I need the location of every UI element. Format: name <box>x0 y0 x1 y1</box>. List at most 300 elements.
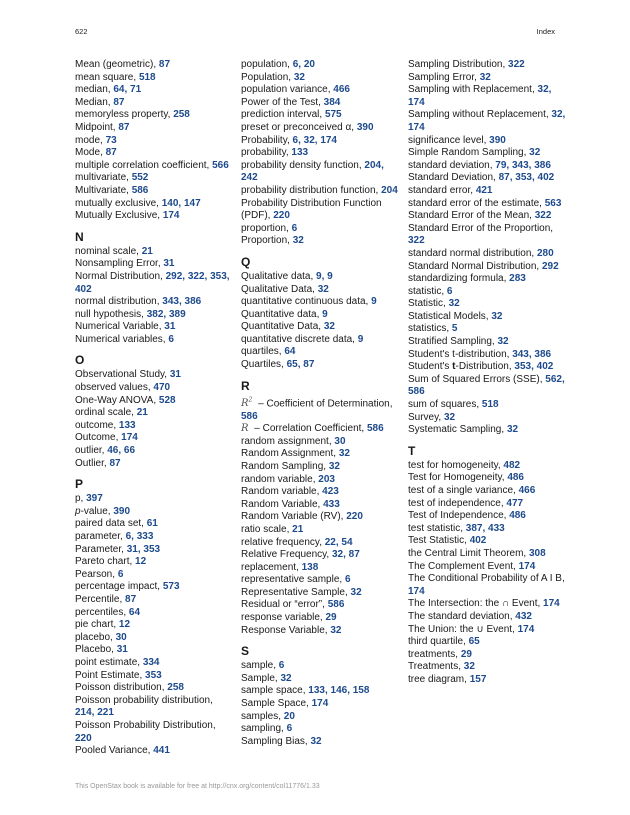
index-entry <box>241 235 401 248</box>
math-variable: R <box>241 397 249 409</box>
entry-page-links[interactable]: 12 <box>118 619 131 631</box>
entry-page-links[interactable]: 334 <box>142 656 160 668</box>
index-entry <box>75 632 235 645</box>
index-entry <box>75 493 235 506</box>
index-entry <box>408 298 568 311</box>
index-entry <box>408 661 568 674</box>
entry-page-links[interactable]: 87 <box>118 121 130 133</box>
entry-page-links[interactable]: 441 <box>153 745 170 757</box>
entry-term-italic: p <box>75 505 81 517</box>
index-entry <box>75 607 235 620</box>
index-entry <box>75 556 235 569</box>
entry-page-links[interactable]: 21 <box>136 407 148 419</box>
entry-term: Pooled Variance, <box>75 745 154 757</box>
index-entry <box>408 636 568 649</box>
entry-page-links[interactable]: 575 <box>324 109 342 121</box>
index-entry <box>408 210 568 223</box>
entry-page-links[interactable]: 30 <box>115 631 127 643</box>
entry-page-links[interactable]: 157 <box>469 673 487 685</box>
entry-page-links[interactable]: 322 <box>408 235 425 247</box>
entry-page-links[interactable]: 6, 20 <box>292 59 315 70</box>
entry-term: statistic, <box>408 285 447 297</box>
index-entry <box>75 309 235 322</box>
index-entry <box>408 185 568 198</box>
entry-page-links[interactable]: 87, 353, 402 <box>498 172 555 184</box>
entry-page-links[interactable]: 20 <box>283 710 295 722</box>
index-entry <box>75 122 235 135</box>
entry-page-links[interactable]: 87 <box>105 147 117 159</box>
entry-page-links[interactable]: 586 <box>327 599 345 611</box>
index-entry <box>241 359 401 372</box>
entry-page-links[interactable]: 6 <box>291 222 298 234</box>
entry-term: median, <box>75 84 114 96</box>
math-symbol <box>241 398 252 409</box>
entry-term: population variance, <box>241 84 334 96</box>
entry-page-links[interactable]: 9 <box>371 296 377 308</box>
index-entry <box>241 334 401 347</box>
index-entry <box>408 548 568 561</box>
index-entry <box>408 498 568 511</box>
entry-page-links[interactable]: 32 <box>292 235 304 247</box>
entry-page-links[interactable]: 482 <box>503 459 521 471</box>
entry-term: Midpoint, <box>75 121 119 133</box>
entry-page-links[interactable]: 64, 71 <box>113 84 142 96</box>
entry-term: test for homogeneity, <box>408 459 504 471</box>
index-entry <box>408 510 568 523</box>
entry-page-links[interactable]: 32 <box>293 71 305 83</box>
entry-page-links[interactable]: 32 <box>350 586 362 598</box>
entry-page-links[interactable]: 466 <box>333 84 350 96</box>
index-entry <box>408 361 568 374</box>
entry-term: Sampling Error, <box>408 71 480 83</box>
entry-page-links[interactable]: 214, 221 <box>75 707 114 719</box>
index-entry <box>75 369 235 382</box>
entry-term: Quartiles, <box>241 359 287 371</box>
entry-term: population, <box>241 59 293 70</box>
entry-page-links[interactable]: 133 <box>118 419 136 431</box>
entry-term: Response Variable, <box>241 624 331 636</box>
entry-page-links[interactable]: 308 <box>528 547 546 559</box>
entry-page-links[interactable]: 32, 87 <box>331 549 360 561</box>
index-entry <box>241 599 401 612</box>
entry-page-links[interactable]: 87 <box>109 457 121 469</box>
entry-term: Parameter, <box>75 543 127 555</box>
entry-term: Normal Distribution, <box>75 270 166 282</box>
entry-page-links[interactable]: 562, 586 <box>408 373 565 398</box>
entry-page-links[interactable]: 32 <box>479 71 491 83</box>
entry-term: significance level, <box>408 134 490 146</box>
index-entry <box>408 611 568 624</box>
entry-page-links[interactable]: 79, 343, 386 <box>495 159 551 171</box>
entry-term: probability density function, <box>241 159 365 171</box>
entry-page-links[interactable]: 87 <box>125 593 137 605</box>
index-entry <box>241 436 401 449</box>
entry-term: Systematic Sampling, <box>408 424 507 436</box>
entry-page-links[interactable]: 6 <box>117 568 124 580</box>
entry-page-links[interactable]: 204 <box>381 184 398 196</box>
entry-page-links[interactable]: 64 <box>128 606 141 618</box>
entry-page-links[interactable]: 65, 87 <box>286 359 315 371</box>
entry-page-links[interactable]: 87 <box>113 96 125 108</box>
entry-term: quantitative discrete data, <box>241 333 358 345</box>
entry-term: relative frequency, <box>241 536 325 548</box>
entry-term: multivariate, <box>75 172 132 184</box>
index-entry <box>241 321 401 334</box>
index-entry <box>408 674 568 687</box>
index-entry <box>241 461 401 474</box>
entry-page-links[interactable]: 133, 146, 158 <box>308 685 370 697</box>
entry-term: Poisson probability distribution, <box>75 694 213 706</box>
index-entry <box>241 147 401 160</box>
entry-term: Probability, <box>241 134 293 146</box>
entry-term: -value, <box>80 505 114 517</box>
entry-page-links[interactable]: 470 <box>153 382 171 394</box>
entry-page-links[interactable]: 390 <box>356 121 374 133</box>
entry-term: Stratified Sampling, <box>408 336 498 348</box>
index-entry <box>75 407 235 420</box>
index-entry <box>408 311 568 324</box>
entry-term: The Intersection: the ∩ Event, <box>408 598 544 610</box>
index-column-3 <box>408 59 568 687</box>
entry-page-links[interactable]: 32 <box>506 424 519 436</box>
entry-page-links[interactable]: 46, 66 <box>107 445 136 457</box>
index-entry <box>75 619 235 632</box>
math-variable: R <box>241 423 249 435</box>
entry-term-bold: t <box>452 361 456 373</box>
entry-term: Random Assignment, <box>241 448 339 460</box>
entry-page-links[interactable]: 29 <box>460 648 472 660</box>
entry-page-links[interactable]: 566 <box>212 159 229 171</box>
index-entry <box>241 448 401 461</box>
entry-page-links[interactable]: 32, 174 <box>408 109 566 133</box>
entry-page-links[interactable]: 353 <box>145 669 162 681</box>
entry-term: test of independence, <box>408 497 507 509</box>
entry-page-links[interactable]: 390 <box>489 134 506 146</box>
entry-page-links[interactable]: 32 <box>330 624 342 636</box>
index-entry <box>75 518 235 531</box>
entry-page-links[interactable]: 220 <box>273 210 290 222</box>
entry-page-links[interactable]: 12 <box>135 556 147 568</box>
page-number: 622 <box>75 27 88 36</box>
entry-term: Mode, <box>75 147 106 159</box>
index-entry <box>241 499 401 512</box>
entry-term: quantitative continuous data, <box>241 296 372 308</box>
entry-term: normal distribution, <box>75 296 163 308</box>
entry-term: paired data set, <box>75 518 147 530</box>
entry-term: test statistic, <box>408 522 466 534</box>
entry-term: tree diagram, <box>408 673 470 685</box>
entry-page-links[interactable]: 9, 9 <box>316 270 333 282</box>
entry-term: Standard Deviation, <box>408 172 499 184</box>
entry-page-links[interactable]: 32 <box>497 336 509 348</box>
entry-term: Outlier, <box>75 457 110 469</box>
entry-page-links[interactable]: 32, 174 <box>408 84 552 108</box>
index-entry <box>408 598 568 611</box>
index-entry <box>75 185 235 198</box>
index-entry <box>408 336 568 349</box>
entry-term: Relative Frequency, <box>241 549 332 561</box>
math-symbol <box>241 423 249 434</box>
entry-page-links[interactable]: 73 <box>105 134 117 146</box>
entry-page-links[interactable]: 423 <box>322 486 339 498</box>
entry-term: sampling, <box>241 723 287 735</box>
index-entry <box>408 460 568 473</box>
entry-term: outcome, <box>75 419 119 431</box>
index-entry <box>408 72 568 85</box>
entry-page-links[interactable]: 32 <box>328 460 340 472</box>
index-section-heading: T <box>408 443 416 458</box>
index-entry <box>75 334 235 347</box>
entry-page-links[interactable]: 486 <box>509 510 526 522</box>
index-entry <box>75 581 235 594</box>
index-entry <box>241 185 401 198</box>
entry-page-links[interactable]: 31 <box>164 321 176 333</box>
entry-page-links[interactable]: 322 <box>508 59 525 70</box>
entry-page-links[interactable]: 61 <box>146 518 158 530</box>
entry-page-links[interactable]: 32 <box>310 735 322 747</box>
entry-page-links[interactable]: 280 <box>536 247 554 259</box>
index-section-heading: P <box>75 477 84 492</box>
entry-page-links[interactable]: 6, 333 <box>125 531 154 542</box>
index-entry <box>241 122 401 135</box>
entry-term: Representative Sample, <box>241 586 351 598</box>
index-entry <box>75 682 235 695</box>
index-entry <box>75 160 235 173</box>
entry-term: third quartile, <box>408 636 469 648</box>
entry-term: standard error of the estimate, <box>408 197 545 209</box>
entry-page-links[interactable]: 32 <box>443 411 456 423</box>
entry-page-links[interactable]: 258 <box>173 109 190 121</box>
entry-page-links[interactable]: 220 <box>346 511 363 523</box>
entry-term: Sample, <box>241 672 281 684</box>
index-entry <box>241 109 401 122</box>
entry-page-links[interactable]: 133 <box>291 147 309 159</box>
running-header: Index <box>536 27 555 36</box>
entry-term: Random Variable (RV), <box>241 511 347 523</box>
index-section-heading: N <box>75 229 84 244</box>
index-entry <box>241 587 401 600</box>
entry-term: Sampling Bias, <box>241 735 311 747</box>
index-entry <box>408 472 568 485</box>
index-entry <box>75 296 235 309</box>
entry-page-links[interactable]: 174 <box>162 210 180 222</box>
entry-term: pie chart, <box>75 619 119 631</box>
index-entry <box>408 59 568 72</box>
index-entry <box>75 271 235 296</box>
entry-page-links[interactable]: 421 <box>475 184 493 196</box>
entry-page-links[interactable]: 477 <box>506 497 524 509</box>
entry-term: Numerical Variable, <box>75 321 165 333</box>
entry-page-links[interactable]: 174 <box>517 623 535 635</box>
entry-page-links[interactable]: 174 <box>518 560 536 572</box>
entry-term: Outcome, <box>75 432 122 444</box>
entry-page-links[interactable]: 5 <box>451 323 458 335</box>
entry-page-links[interactable]: 204, 242 <box>241 159 384 184</box>
entry-page-links[interactable]: 220 <box>75 732 92 744</box>
entry-term: prediction interval, <box>241 109 325 121</box>
entry-page-links[interactable]: 384 <box>323 96 341 108</box>
entry-page-links[interactable]: 486 <box>507 472 524 484</box>
entry-page-links[interactable]: 390 <box>113 505 131 517</box>
index-entry <box>241 72 401 85</box>
index-entry <box>75 569 235 582</box>
entry-term: samples, <box>241 710 284 722</box>
entry-page-links[interactable]: 518 <box>138 71 156 83</box>
entry-term: Sampling with Replacement, <box>408 84 538 96</box>
index-entry <box>241 685 401 698</box>
entry-term: memoryless property, <box>75 109 174 121</box>
entry-page-links[interactable]: 21 <box>292 523 304 535</box>
entry-term: Random Variable, <box>241 498 324 510</box>
index-section-heading: S <box>241 644 250 659</box>
entry-term: ordinal scale, <box>75 407 137 419</box>
entry-page-links[interactable]: 6 <box>168 333 174 345</box>
index-entry <box>75 745 235 758</box>
entry-page-links[interactable]: 31, 353 <box>126 543 161 555</box>
entry-page-links[interactable]: 518 <box>481 399 499 411</box>
entry-page-links[interactable]: 6 <box>446 285 453 297</box>
index-entry <box>75 670 235 683</box>
entry-page-links[interactable]: 31 <box>169 369 181 381</box>
entry-page-links[interactable]: 586 <box>241 410 258 422</box>
index-entry <box>408 84 568 109</box>
entry-page-links[interactable]: 466 <box>518 485 536 496</box>
index-entry <box>75 135 235 148</box>
index-entry <box>241 395 401 424</box>
entry-term: sample space, <box>241 685 309 697</box>
entry-page-links[interactable]: 563 <box>544 197 562 209</box>
page-footer: This OpenStax book is available for free at http://cnx.org/content/col11776/1.33 <box>75 783 320 790</box>
entry-page-links[interactable]: 586 <box>131 184 149 196</box>
entry-term: Student's t-distribution, <box>408 348 513 360</box>
index-entry <box>75 644 235 657</box>
entry-page-links[interactable]: 32 <box>463 661 475 673</box>
entry-term: Random Sampling, <box>241 460 329 472</box>
entry-term: Population, <box>241 71 294 83</box>
entry-term: Multivariate, <box>75 184 132 196</box>
entry-term: Median, <box>75 96 114 108</box>
entry-page-links[interactable]: 552 <box>131 172 149 184</box>
entry-term: probability distribution function, <box>241 184 382 196</box>
entry-term: probability, <box>241 147 292 159</box>
index-entry <box>75 147 235 160</box>
entry-page-links[interactable]: 6, 32, 174 <box>292 134 337 146</box>
entry-page-links[interactable]: 292 <box>541 260 559 272</box>
entry-term: replacement, <box>241 561 302 573</box>
entry-page-links[interactable]: 32 <box>323 321 335 333</box>
index-entry <box>408 399 568 412</box>
entry-term: Pearson, <box>75 568 118 580</box>
entry-page-links[interactable]: 573 <box>162 581 180 593</box>
index-entry <box>408 273 568 286</box>
entry-page-links[interactable]: 528 <box>158 394 176 406</box>
entry-page-links[interactable]: 6 <box>344 574 351 586</box>
entry-page-links[interactable]: 283 <box>509 273 526 285</box>
entry-page-links[interactable]: 32 <box>280 672 292 684</box>
entry-page-links[interactable]: 258 <box>167 682 184 694</box>
index-entry <box>241 511 401 524</box>
entry-term: Survey, <box>408 411 444 423</box>
entry-page-links[interactable]: 343, 386 <box>512 348 552 360</box>
entry-page-links[interactable]: 30 <box>334 435 346 447</box>
entry-page-links[interactable]: 32 <box>317 283 329 295</box>
entry-page-links[interactable]: 174 <box>408 585 425 597</box>
entry-term: representative sample, <box>241 574 345 586</box>
entry-page-links[interactable]: 87 <box>158 59 171 70</box>
index-entry <box>75 458 235 471</box>
entry-term: Qualitative Data, <box>241 283 318 295</box>
index-entry <box>75 382 235 395</box>
index-entry <box>241 346 401 359</box>
entry-page-links[interactable]: 6 <box>278 660 285 672</box>
entry-term: Observational Study, <box>75 369 170 381</box>
entry-page-links[interactable]: 29 <box>325 612 337 624</box>
index-section-heading: R <box>241 378 250 393</box>
entry-page-links[interactable]: 6 <box>286 723 293 735</box>
entry-page-links[interactable]: 343, 386 <box>162 296 202 308</box>
entry-page-links[interactable]: 353, 402 <box>514 361 554 373</box>
entry-page-links[interactable]: 138 <box>301 561 319 573</box>
entry-page-links[interactable]: 174 <box>121 432 138 444</box>
index-entry <box>408 649 568 662</box>
entry-page-links[interactable]: 397 <box>86 493 103 505</box>
entry-term: statistics, <box>408 323 452 335</box>
entry-page-links[interactable]: 31 <box>163 258 175 270</box>
entry-term: observed values, <box>75 382 154 394</box>
entry-page-links[interactable]: 140, 147 <box>161 197 201 209</box>
entry-page-links[interactable]: 586 <box>366 423 384 435</box>
entry-page-links[interactable]: 32 <box>491 310 503 322</box>
entry-page-links[interactable]: 65 <box>468 636 480 648</box>
entry-page-links[interactable]: 32 <box>448 298 460 310</box>
entry-page-links[interactable]: 322 <box>534 210 552 222</box>
entry-term: The standard deviation, <box>408 610 516 622</box>
entry-page-links[interactable]: 174 <box>543 598 560 610</box>
entry-page-links[interactable]: 292, 322, 353, 402 <box>75 270 230 295</box>
index-entry <box>75 97 235 110</box>
entry-term: sample, <box>241 660 279 672</box>
entry-page-links[interactable]: 432 <box>515 610 532 622</box>
index-entry <box>408 523 568 536</box>
index-entry <box>241 309 401 322</box>
entry-page-links[interactable]: 387, 433 <box>465 522 505 534</box>
entry-term: Sum of Squared Errors (SSE), <box>408 373 546 385</box>
entry-page-links[interactable]: 32 <box>529 147 541 159</box>
entry-page-links[interactable]: 402 <box>469 535 487 547</box>
index-entry <box>408 198 568 211</box>
entry-term: mean square, <box>75 71 139 83</box>
entry-page-links[interactable]: 174 <box>311 698 329 710</box>
entry-page-links[interactable]: 32 <box>338 448 350 460</box>
index-entry <box>75 720 235 745</box>
entry-page-links[interactable]: 31 <box>116 644 128 656</box>
entry-page-links[interactable]: 22, 54 <box>324 536 353 548</box>
entry-term: Power of the Test, <box>241 96 324 108</box>
index-entry <box>241 223 401 236</box>
entry-term: mutually exclusive, <box>75 197 162 209</box>
entry-page-links[interactable]: 203 <box>318 473 335 485</box>
index-entry <box>75 531 235 544</box>
entry-page-links[interactable]: 382, 389 <box>146 308 186 320</box>
entry-page-links[interactable]: 9 <box>322 308 328 320</box>
entry-page-links[interactable]: 433 <box>323 498 340 510</box>
entry-term: Poisson distribution, <box>75 682 168 694</box>
index-entry <box>75 506 235 519</box>
entry-page-links[interactable]: 9 <box>357 333 364 345</box>
index-entry <box>408 374 568 399</box>
entry-page-links[interactable]: 64 <box>284 346 296 358</box>
entry-page-links[interactable]: 21 <box>141 245 153 257</box>
